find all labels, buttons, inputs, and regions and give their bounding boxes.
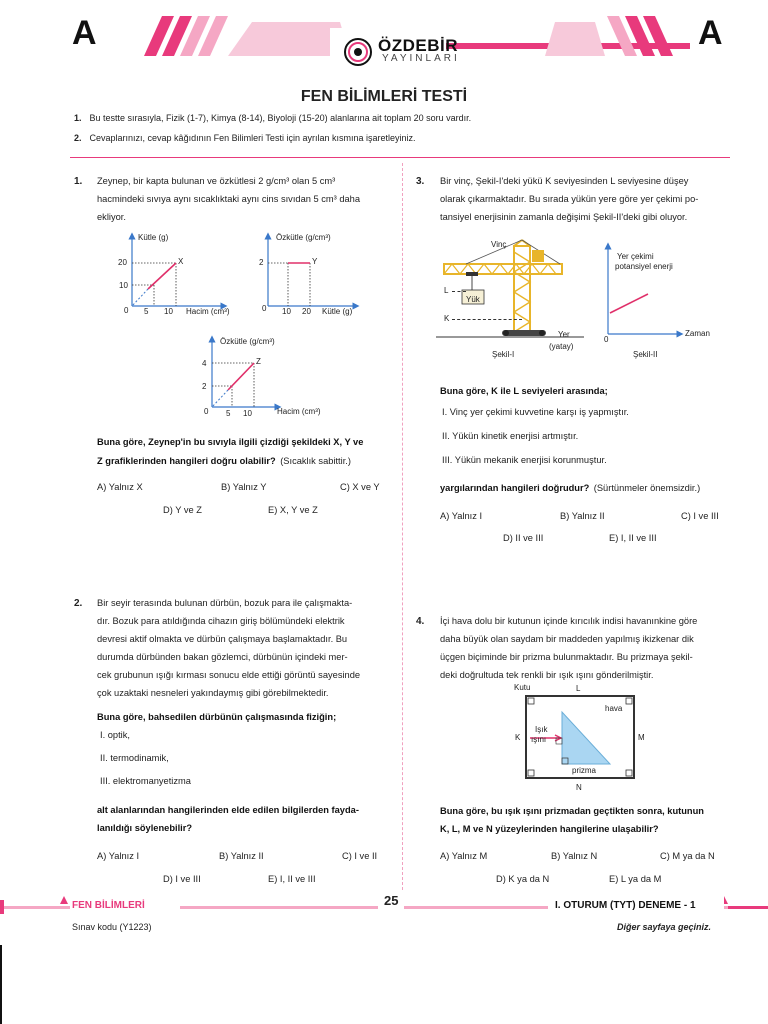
q3-graph-origin: 0 (604, 335, 609, 344)
q1-gy-x2: 20 (302, 307, 311, 316)
booklet-letter-left: A (72, 14, 97, 52)
q2-line-6: çok uzaktaki nesneleri yakındaymış gibi görebilmektedir. (97, 688, 329, 698)
footer-subject: FEN BİLİMLERİ (72, 900, 145, 911)
q1-gx-y2: 10 (119, 281, 128, 290)
q2-option-d[interactable]: D) I ve III (163, 874, 201, 884)
q4-option-d[interactable]: D) K ya da N (496, 874, 550, 884)
q2-item-3: III. elektromanyetizma (100, 776, 191, 786)
title-rule (70, 157, 730, 158)
q1-line-1: Zeynep, bir kapta bulunan ve özkütlesi 2 g/cm³ olan 5 cm³ (97, 176, 336, 186)
q1-graph-y (252, 230, 372, 322)
q1-line-3: ekliyor. (97, 212, 126, 222)
q4-ray-label-2: ışını (531, 735, 547, 744)
q1-gz-y1: 4 (202, 359, 207, 368)
q2-prompt-2b: lanıldığı söylenebilir? (97, 823, 193, 833)
q2-line-5: cek grubunun ışığı kırması sonucu elde ettiği görüntü sayesinde (97, 670, 361, 680)
q3-item-3: III. Yükün mekanik enerjisi korunmuştur. (442, 455, 607, 465)
q1-gz-ylabel: Özkütle (g/cm³) (220, 337, 275, 346)
q1-gx-x2: 10 (164, 307, 173, 316)
q4-line-1: İçi hava dolu bir kutunun içinde kırıcılık indisi havanınkine göre (440, 616, 698, 626)
q3-level-l-line (452, 291, 466, 292)
q3-line-1: Bir vinç, Şekil-I'deki yükü K seviyesinden L seviyesine düşey (440, 176, 689, 186)
q1-option-b[interactable]: B) Yalnız Y (221, 482, 267, 492)
instruction-2: 2. Cevaplarınızı, cevap kâğıdının Fen Bilimleri Testi için ayrılan kısmına işaretleyiniz. (74, 133, 416, 143)
q3-level-l: L (444, 286, 449, 295)
q3-item-2: II. Yükün kinetik enerjisi artmıştır. (442, 431, 579, 441)
publisher-name: ÖZDEBİR (378, 36, 458, 55)
q4-line-3: üçgen biçiminde bir prizma bulunmaktadır. Bu prizmaya şekil- (440, 652, 693, 662)
q2-item-1: I. optik, (100, 730, 130, 740)
exam-code: Sınav kodu (Y1223) (72, 922, 152, 932)
q3-item-1: I. Vinç yer çekimi kuvvetine karşı iş yapmıştır. (442, 407, 629, 417)
q3-ground-sub: (yatay) (549, 342, 574, 351)
column-separator (402, 163, 403, 890)
q3-crane-label: Vinç (491, 240, 507, 249)
q3-graph-xlabel: Zaman (685, 329, 710, 338)
q1-gz-x2: 10 (243, 409, 252, 418)
q3-line-3: tansiyel enerjisinin zamanla değişimi Şekil-II'deki gibi oluyor. (440, 212, 688, 222)
q3-number: 3. (416, 176, 425, 187)
q3-option-a[interactable]: A) Yalnız I (440, 511, 483, 521)
q2-item-2: II. termodinamik, (100, 753, 169, 763)
q4-option-b[interactable]: B) Yalnız N (551, 851, 598, 861)
publisher-sub: YAYINLARI (382, 53, 460, 64)
q3-fig1-label: Şekil-I (492, 350, 515, 359)
q1-gx-x1: 5 (144, 307, 149, 316)
q1-option-a[interactable]: A) Yalnız X (97, 482, 143, 492)
q1-gz-xlabel: Hacim (cm³) (277, 407, 321, 416)
publisher-logo-icon (343, 37, 373, 67)
q2-prompt: Buna göre, bahsedilen dürbünün çalışmasında fiziğin; (97, 712, 337, 722)
q2-number: 2. (74, 598, 83, 609)
q3-level-k: K (444, 314, 450, 323)
q2-option-a[interactable]: A) Yalnız I (97, 851, 140, 861)
q1-gx-ylabel: Kütle (g) (138, 233, 169, 242)
q3-fig2-label: Şekil-II (633, 350, 658, 359)
scan-edge (0, 945, 2, 1024)
q2-line-1: Bir seyir terasında bulunan dürbün, bozuk para ile çalışmakta- (97, 598, 353, 608)
q4-side-n: N (576, 783, 582, 792)
q3-option-d[interactable]: D) II ve III (503, 533, 544, 543)
next-page-note: Diğer sayfaya geçiniz. (617, 922, 712, 932)
q3-graph-ylabel-2: potansiyel enerji (615, 262, 673, 271)
q4-box-label: Kutu (514, 683, 531, 692)
q4-air-label: hava (605, 704, 623, 713)
q3-load-label: Yük (466, 295, 480, 304)
q3-level-k-line (452, 319, 522, 320)
q1-gy-x1: 10 (282, 307, 291, 316)
q2-option-c[interactable]: C) I ve II (342, 851, 378, 861)
q1-gz-x0: 0 (204, 407, 209, 416)
q4-option-e[interactable]: E) L ya da M (609, 874, 662, 884)
q1-number: 1. (74, 176, 83, 187)
q4-option-c[interactable]: C) M ya da N (660, 851, 715, 861)
footer-session: I. OTURUM (TYT) DENEME - 1 (555, 900, 696, 911)
q3-prompt-2: yargılarından hangileri doğrudur? (Sürtünmeler önemsizdir.) (440, 483, 701, 493)
q4-prompt-1: Buna göre, bu ışık ışını prizmadan geçtikten sonra, kutunun (440, 806, 704, 816)
q4-option-a[interactable]: A) Yalnız M (440, 851, 488, 861)
q4-prism-label: prizma (572, 766, 597, 775)
header-stripes-right (545, 16, 695, 56)
q2-option-b[interactable]: B) Yalnız II (219, 851, 264, 861)
q3-crane-illustration (436, 238, 586, 342)
q1-gy-name: Y (312, 257, 318, 266)
q1-option-c[interactable]: C) X ve Y (340, 482, 380, 492)
header-stripes-left (140, 16, 360, 56)
q1-gx-x0: 0 (124, 306, 129, 315)
q1-gy-x0: 0 (262, 304, 267, 313)
q2-option-e[interactable]: E) I, II ve III (268, 874, 316, 884)
q1-option-e[interactable]: E) X, Y ve Z (268, 505, 318, 515)
q2-line-4: durumda dürbünden bakan gözlemci, dürbünün içindeki mer- (97, 652, 348, 662)
q2-prompt-2a: alt alanlarından hangilerinden elde edilen bilgilerden fayda- (97, 805, 359, 815)
q1-gy-xlabel: Kütle (g) (322, 307, 353, 316)
q4-line-2: daha büyük olan saydam bir maddeden yapılmış ikizkenar dik (440, 634, 694, 644)
q4-line-4: deki doğrultuda tek renkli bir ışık ışını gönderilmiştir. (440, 670, 654, 680)
q1-gz-y2: 2 (202, 382, 207, 391)
q1-option-d[interactable]: D) Y ve Z (163, 505, 202, 515)
q1-prompt-2: Z grafiklerinden hangileri doğru olabilir? (Sıcaklık sabittir.) (97, 456, 351, 466)
q1-gx-name: X (178, 257, 184, 266)
q2-line-2: dır. Bozuk para atıldığında cihazın giriş bölümündeki elektrik (97, 616, 345, 626)
q1-gy-ylabel: Özkütle (g/cm³) (276, 233, 331, 242)
q3-option-b[interactable]: B) Yalnız II (560, 511, 605, 521)
q1-line-2: hacmindeki sıvıya aynı sıcaklıktaki aynı cins sıvıdan 5 cm³ daha (97, 194, 361, 204)
q3-option-c[interactable]: C) I ve III (681, 511, 719, 521)
q3-line-2: olarak çıkarmaktadır. Bu sırada yükün yere göre yer çekimi po- (440, 194, 699, 204)
page-number: 25 (384, 893, 399, 908)
q1-gx-y1: 20 (118, 258, 127, 267)
booklet-letter-right: A (698, 14, 723, 52)
q1-gy-y1: 2 (259, 258, 264, 267)
q3-ground-label: Yer (558, 330, 570, 339)
q4-prompt-2: K, L, M ve N yüzeylerinden hangilerine ulaşabilir? (440, 824, 659, 834)
q4-side-m: M (638, 733, 645, 742)
instruction-1: 1. Bu testte sırasıyla, Fizik (1-7), Kimya (8-14), Biyoloji (15-20) alanlarına ait toplam 20 soru vardır. (74, 113, 472, 123)
q1-gz-name: Z (256, 357, 261, 366)
q4-side-l: L (576, 684, 581, 693)
test-title: FEN BİLİMLERİ TESTİ (300, 88, 468, 105)
q3-prompt: Buna göre, K ile L seviyeleri arasında; (440, 386, 608, 396)
q1-gx-xlabel: Hacim (cm³) (186, 307, 230, 316)
q2-line-3: devresi aktif olmakta ve dürbün çalışmaya başlamaktadır. Bu (97, 634, 348, 644)
q1-gz-x1: 5 (226, 409, 231, 418)
q4-ray-label-1: Işık (535, 725, 548, 734)
q4-side-k: K (515, 733, 521, 742)
q3-graph-ylabel-1: Yer çekimi (617, 252, 654, 261)
q4-number: 4. (416, 616, 425, 627)
q3-option-e[interactable]: E) I, II ve III (609, 533, 657, 543)
q1-prompt-1: Buna göre, Zeynep'in bu sıvıyla ilgili çizdiği şekildeki X, Y ve (97, 437, 364, 447)
